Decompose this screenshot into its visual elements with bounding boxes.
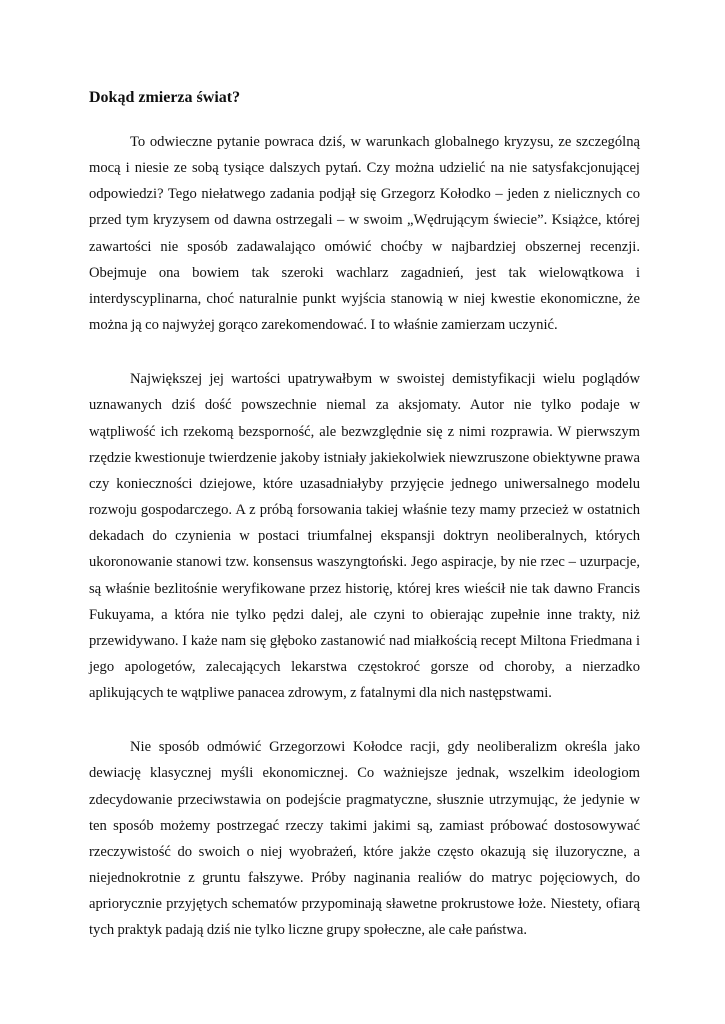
document-title: Dokąd zmierza świat? bbox=[89, 89, 241, 106]
document-page bbox=[89, 88, 640, 972]
paragraph-1: To odwieczne pytanie powraca dziś, w warunkach globalnego kryzysu, ze szczególną mocą i niesie ze sobą tysiące dalszych pytań. Czy można udzielić na nie satysfakcjonującej odpowiedzi? Tego niełatwego zadania podjął się Grzegorz Kołodko – jeden z nielicznych co przed tym kryzysem od dawna ostrzegali – w swoim „Wędrującym świecie”. Książce, której zawartości nie sposób zadawalająco omówić choćby w najbardziej obszernej recenzji. Obejmuje ona bowiem tak szeroki wachlarz zagadnień, jest tak wielowątkowa i interdyscyplinarna, choć naturalnie punkt wyjścia stanowią w niej kwestie ekonomiczne, że można ją co najwyżej gorąco zarekomendować. I to właśnie zamierzam uczynić. bbox=[89, 134, 640, 334]
paragraph-2: Największej jej wartości upatrywałbym w swoistej demistyfikacji wielu poglądów uznawanych dziś dość powszechnie niemal za aksjomaty. Autor nie tylko podaje w wątpliwość ich rzekomą bezsporność, ale bezwzględnie się z nimi rozprawia. W pierwszym rzędzie kwestionuje twierdzenie jakoby istniały jakiekolwiek niewzruszone obiektywne prawa czy konieczności dziejowe, które uzasadniałyby przyjęcie jednego uniwersalnego modelu rozwoju gospodarczego. A z próbą forsowania takiej właśnie tezy mamy przecież w ostatnich dekadach do czynienia w postaci triumfalnej ekspansji doktryn neoliberalnych, których ukoronowanie stanowi tzw. konsensus waszyngtoński. Jego aspiracje, by nie rzec – uzurpacje, są właśnie bezlitośnie weryfikowane przez historię, której kres wieścił nie tak dawno Francis Fukuyama, a która nie tylko pędzi dalej, ale czyni to obierając zupełnie inne trakty, niż przewidywano. I każe nam się głęboko zastanowić nad miałkością recept Miltona Friedmana i jego apologetów, zalecających lekarstwa częstokroć gorsze od choroby, a nierzadko aplikujących te wątpliwe panacea zdrowym, z fatalnymi dla nich następstwami. bbox=[89, 371, 640, 702]
paragraph-3: Nie sposób odmówić Grzegorzowi Kołodce racji, gdy neoliberalizm określa jako dewiację klasycznej myśli ekonomicznej. Co ważniejsze jednak, wszelkim ideologiom zdecydowanie przeciwstawia on podejście pragmatyczne, słusznie utrzymując, że jedynie w ten sposób możemy postrzegać rzeczy takimi jakimi są, zamiast próbować dostosowywać rzeczywistość do swoich o niej wyobrażeń, które jakże często okazują się iluzoryczne, a niejednokrotnie z gruntu fałszywe. Próby naginania realiów do matryc pojęciowych, do apriorycznie przyjętych schematów przypominają sławetne prokrustowe łoże. Niestety, ofiarą tych praktyk padają dziś nie tylko liczne grupy społeczne, ale całe państwa. bbox=[89, 739, 640, 939]
